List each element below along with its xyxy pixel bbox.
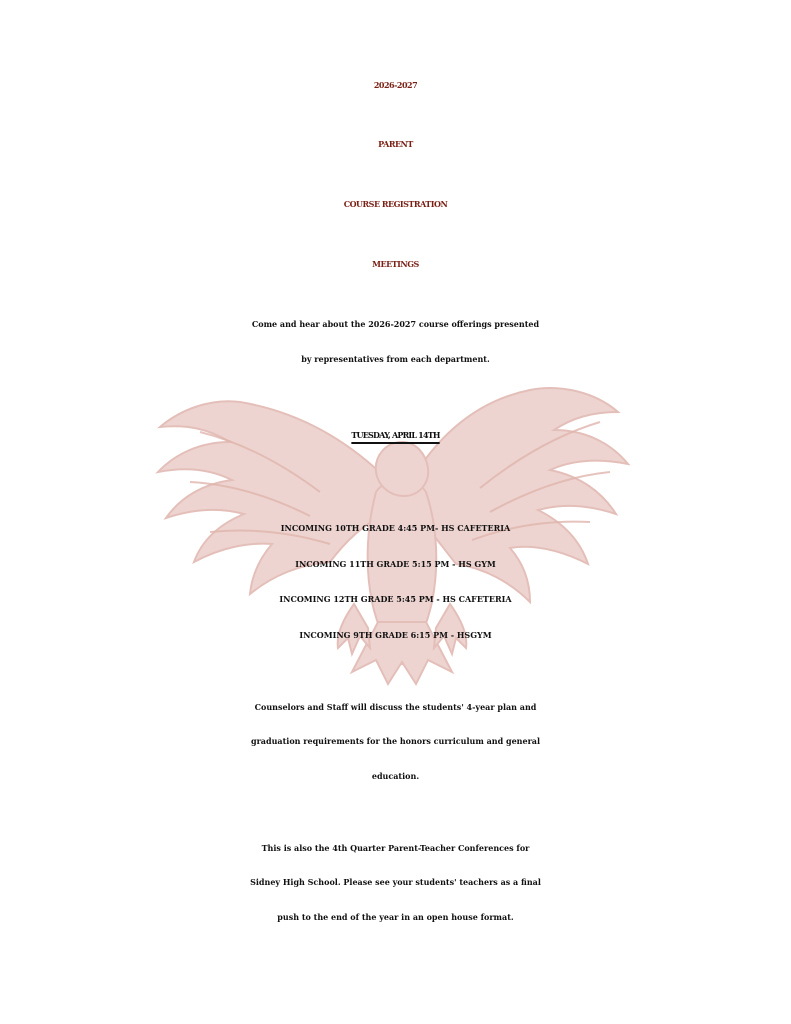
session-item: INCOMING 11TH GRADE 5:15 PM - HS GYM [295,559,496,569]
event-date-heading: TUESDAY, APRIL 14TH [351,430,440,440]
intro-line-1: Come and hear about the 2026-2027 course offerings presented [251,319,540,329]
counselors-line-3: education. [371,771,420,781]
intro-line-2: by representatives from each department. [301,354,490,364]
conferences-line-1: This is also the 4th Quarter Parent-Teacher Conferences for [261,843,530,853]
title-meetings: MEETINGS [372,259,419,269]
session-item: INCOMING 9TH GRADE 6:15 PM - HSGYM [299,630,492,640]
conferences-line-3: push to the end of the year in an open house format. [277,912,514,922]
title-parent: PARENT [378,139,413,149]
title-year: 2026-2027 [373,80,418,90]
title-course-registration: COURSE REGISTRATION [343,199,448,209]
counselors-line-2: graduation requirements for the honors curriculum and general [251,736,540,746]
conferences-line-2: Sidney High School. Please see your students' teachers as a final [250,877,541,887]
counselors-line-1: Counselors and Staff will discuss the students' 4-year plan and [254,702,537,712]
session-item: INCOMING 10TH GRADE 4:45 PM- HS CAFETERIA [280,523,511,533]
session-item: INCOMING 12TH GRADE 5:45 PM - HS CAFETERIA [279,594,512,604]
